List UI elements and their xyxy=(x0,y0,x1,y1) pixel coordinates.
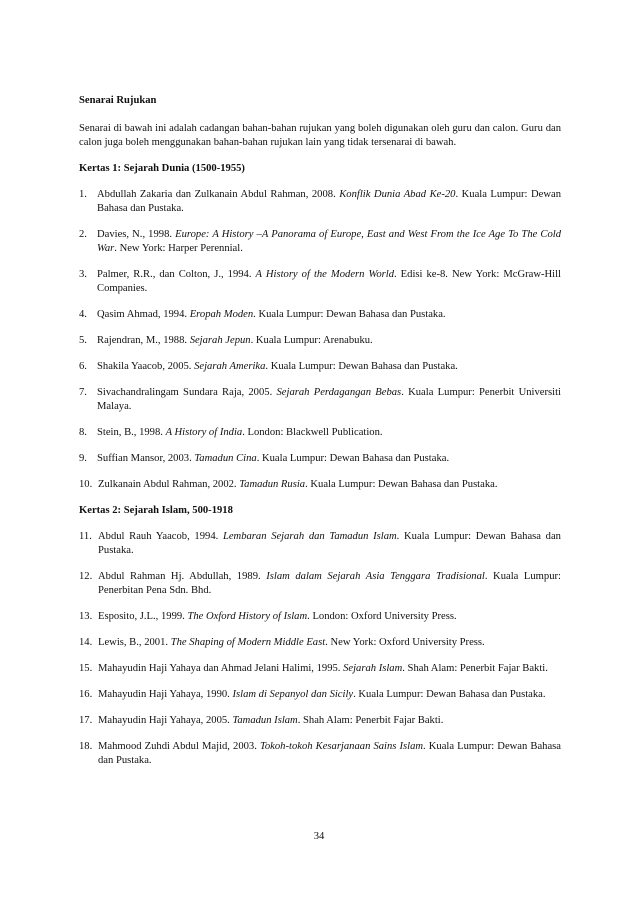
reference-number: 8. xyxy=(79,427,87,438)
reference-number: 9. xyxy=(79,453,87,464)
reference-item xyxy=(79,188,561,216)
reference-publisher: . Shah Alam: Penerbit Fajar Bakti. xyxy=(297,715,444,726)
page-content xyxy=(79,94,561,780)
reference-title: Islam dalam Sejarah Asia Tenggara Tradisional xyxy=(266,571,485,582)
reference-number: 18. xyxy=(79,741,93,752)
reference-item xyxy=(79,308,561,322)
page-heading: Senarai Rujukan xyxy=(79,95,157,106)
reference-number: 3. xyxy=(79,269,87,280)
reference-author-year: Mahayudin Haji Yahaya, 1990. xyxy=(98,689,233,700)
reference-item xyxy=(79,360,561,374)
reference-number: 13. xyxy=(79,611,93,622)
reference-item xyxy=(79,740,561,768)
reference-number: 1. xyxy=(79,189,87,200)
reference-item xyxy=(79,570,561,598)
reference-title: Sejarah Perdagangan Bebas xyxy=(276,387,402,398)
reference-item xyxy=(79,426,561,440)
reference-publisher: . Kuala Lumpur: Dewan Bahasa dan Pustaka. xyxy=(353,689,546,700)
reference-title: Tamadun Rusia xyxy=(239,479,306,490)
reference-item xyxy=(79,714,561,728)
reference-number: 14. xyxy=(79,637,93,648)
intro-paragraph: Senarai di bawah ini adalah cadangan bahan-bahan rujukan yang boleh digunakan oleh guru dan calon. Guru dan calon juga boleh menggunakan bahan-bahan rujukan lain yang tidak tersenarai di bawah. xyxy=(79,123,561,148)
reference-publisher: . Kuala Lumpur: Dewan Bahasa dan Pustaka. xyxy=(305,479,498,490)
section-heading: Kertas 1: Sejarah Dunia (1500-1955) xyxy=(79,163,245,174)
reference-author-year: Esposito, J.L., 1999. xyxy=(98,611,188,622)
reference-item xyxy=(79,228,561,256)
reference-publisher: . Kuala Lumpur: Dewan Bahasa dan Pustaka. xyxy=(97,189,561,214)
reference-sections xyxy=(79,162,561,768)
reference-author-year: Abdul Rauh Yaacob, 1994. xyxy=(98,531,223,542)
reference-publisher: . Kuala Lumpur: Dewan Bahasa dan Pustaka. xyxy=(98,531,561,556)
reference-author-year: Zulkanain Abdul Rahman, 2002. xyxy=(98,479,240,490)
reference-publisher: . Kuala Lumpur: Dewan Bahasa dan Pustaka. xyxy=(265,361,458,372)
reference-author-year: Mahayudin Haji Yahaya, 2005. xyxy=(98,715,233,726)
page-number: 34 xyxy=(313,831,325,842)
reference-publisher: . Kuala Lumpur: Dewan Bahasa dan Pustaka. xyxy=(256,453,450,464)
reference-publisher: . Kuala Lumpur: Arenabuku. xyxy=(250,335,373,346)
reference-number: 6. xyxy=(79,361,87,372)
reference-publisher: . Kuala Lumpur: Penerbitan Pena Sdn. Bhd. xyxy=(98,571,561,596)
reference-item xyxy=(79,636,561,650)
reference-publisher: . New York: Harper Perennial. xyxy=(114,243,243,254)
reference-item xyxy=(79,334,561,348)
reference-number: 11. xyxy=(79,531,92,542)
reference-author-year: Suffian Mansor, 2003. xyxy=(97,453,195,464)
reference-publisher: . New York: Oxford University Press. xyxy=(325,637,485,648)
reference-item xyxy=(79,452,561,466)
reference-publisher: . Kuala Lumpur: Dewan Bahasa dan Pustaka. xyxy=(98,741,561,766)
reference-number: 5. xyxy=(79,335,87,346)
reference-list xyxy=(79,188,561,492)
reference-publisher: . London: Oxford University Press. xyxy=(307,611,457,622)
reference-item xyxy=(79,662,561,676)
reference-title: Sejarah Jepun xyxy=(189,335,251,346)
reference-number: 10. xyxy=(79,479,93,490)
reference-author-year: Sivachandralingam Sundara Raja, 2005. xyxy=(97,387,277,398)
reference-number: 4. xyxy=(79,309,87,320)
reference-title: The Oxford History of Islam xyxy=(187,611,308,622)
reference-list xyxy=(79,530,561,768)
reference-author-year: Rajendran, M., 1988. xyxy=(97,335,190,346)
reference-author-year: Abdullah Zakaria dan Zulkanain Abdul Rahman, 2008. xyxy=(97,189,340,200)
reference-author-year: Qasim Ahmad, 1994. xyxy=(97,309,190,320)
reference-number: 7. xyxy=(79,387,87,398)
reference-publisher: . Edisi ke-8. New York: McGraw-Hill Companies. xyxy=(97,269,561,294)
reference-title: Eropah Moden xyxy=(189,309,254,320)
reference-title: Islam di Sepanyol dan Sicily xyxy=(232,689,354,700)
reference-publisher: . London: Blackwell Publication. xyxy=(242,427,383,438)
reference-title: Sejarah Amerika xyxy=(194,361,266,372)
reference-title: Tamadun Cina xyxy=(194,453,257,464)
reference-item xyxy=(79,610,561,624)
reference-publisher: . Shah Alam: Penerbit Fajar Bakti. xyxy=(402,663,548,674)
reference-title: The Shaping of Modern Middle East xyxy=(170,637,326,648)
reference-author-year: Mahmood Zuhdi Abdul Majid, 2003. xyxy=(98,741,260,752)
section-heading: Kertas 2: Sejarah Islam, 500-1918 xyxy=(79,505,233,516)
reference-author-year: Mahayudin Haji Yahaya dan Ahmad Jelani Halimi, 1995. xyxy=(98,663,344,674)
reference-item xyxy=(79,688,561,702)
reference-publisher: . Kuala Lumpur: Penerbit Universiti Malaya. xyxy=(97,387,561,412)
reference-title: A History of India xyxy=(165,427,243,438)
reference-author-year: Davies, N., 1998. xyxy=(97,229,176,240)
reference-title: Tokoh-tokoh Kesarjanaan Sains Islam xyxy=(259,741,424,752)
reference-author-year: Stein, B., 1998. xyxy=(97,427,166,438)
reference-item xyxy=(79,478,561,492)
reference-author-year: Abdul Rahman Hj. Abdullah, 1989. xyxy=(98,571,267,582)
reference-author-year: Lewis, B., 2001. xyxy=(98,637,171,648)
reference-publisher: . Kuala Lumpur: Dewan Bahasa dan Pustaka. xyxy=(253,309,446,320)
reference-number: 2. xyxy=(79,229,87,240)
reference-title: Lembaran Sejarah dan Tamadun Islam xyxy=(222,531,397,542)
reference-title: Tamadun Islam xyxy=(232,715,298,726)
reference-author-year: Palmer, R.R., dan Colton, J., 1994. xyxy=(97,269,256,280)
reference-title: Konflik Dunia Abad Ke-20 xyxy=(339,189,456,200)
reference-item xyxy=(79,530,561,558)
reference-number: 12. xyxy=(79,571,93,582)
reference-number: 17. xyxy=(79,715,93,726)
reference-author-year: Shakila Yaacob, 2005. xyxy=(97,361,195,372)
reference-title: Europe: A History –A Panorama of Europe, East and West From the Ice Age To The Cold War xyxy=(97,229,562,254)
reference-item xyxy=(79,386,561,414)
reference-number: 15. xyxy=(79,663,93,674)
reference-title: A History of the Modern World xyxy=(255,269,394,280)
reference-item xyxy=(79,268,561,296)
reference-number: 16. xyxy=(79,689,93,700)
reference-title: Sejarah Islam xyxy=(343,663,403,674)
